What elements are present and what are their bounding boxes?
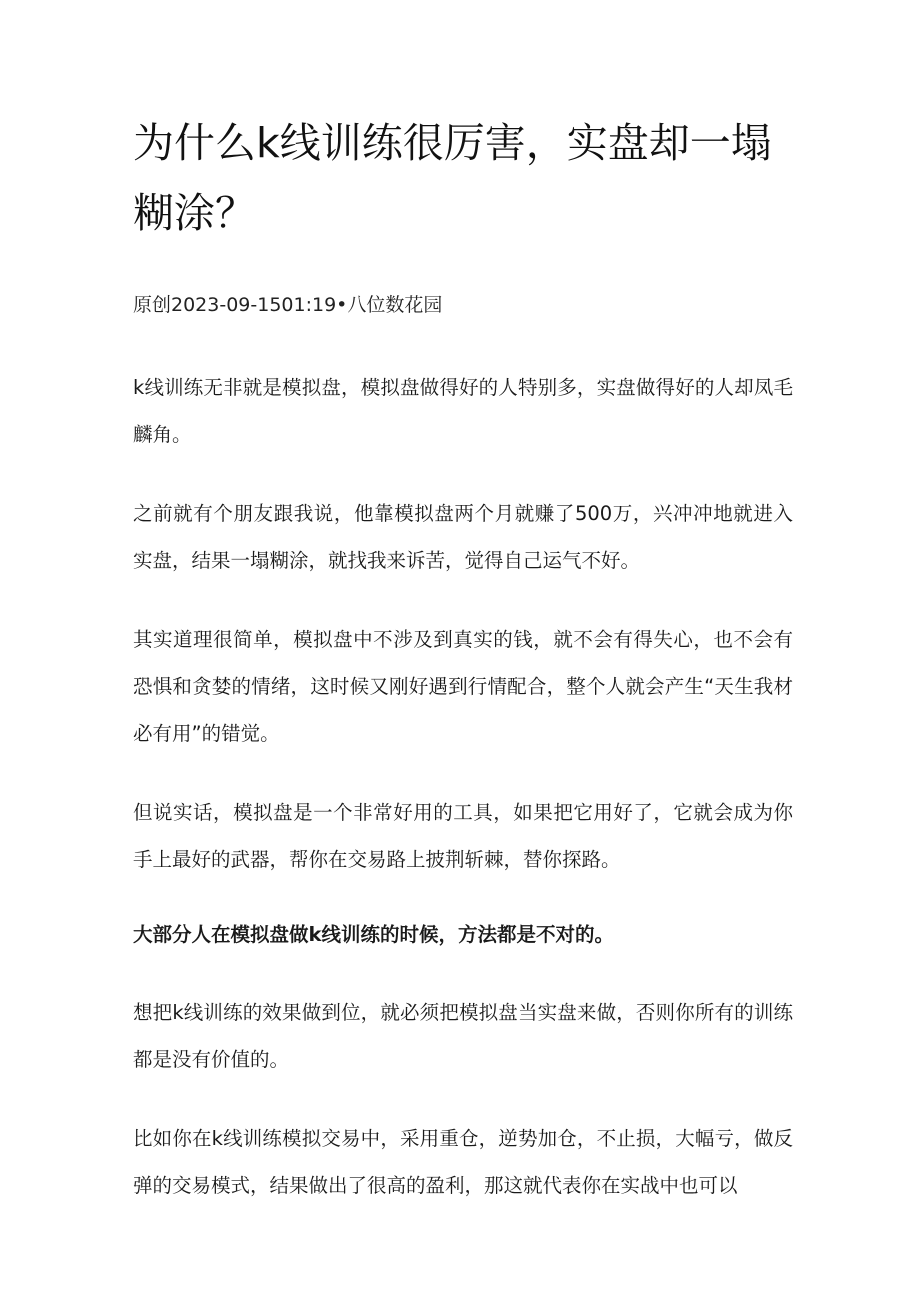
article-meta: 原创2023-09-1501:19•八位数花园: [133, 294, 443, 316]
paragraph: k线训练无非就是模拟盘，模拟盘做得好的人特别多，实盘做得好的人却凤毛麟角。: [133, 376, 793, 446]
bold-paragraph: 大部分人在模拟盘做k线训练的时候，方法都是不对的。: [133, 923, 614, 946]
paragraph: 想把k线训练的效果做到位，就必须把模拟盘当实盘来做，否则你所有的训练都是没有价值的。: [133, 1001, 793, 1071]
paragraph: 但说实话，模拟盘是一个非常好用的工具，如果把它用好了，它就会成为你手上最好的武器，帮你在交易路上披荆斩棘，替你探路。: [133, 801, 793, 871]
paragraph: 之前就有个朋友跟我说，他靠模拟盘两个月就赚了500万，兴冲冲地就进入实盘，结果一塌糊涂，就找我来诉苦，觉得自己运气不好。: [133, 502, 793, 572]
article-body: [133, 364, 793, 1209]
article-title: 为什么k线训练很厉害，实盘却一塌糊涂？: [133, 119, 772, 237]
paragraph: 比如你在k线训练模拟交易中，采用重仓，逆势加仓，不止损，大幅亏，做反弹的交易模式，结果做出了很高的盈利，那这就代表你在实战中也可以: [133, 1127, 793, 1197]
paragraph: 其实道理很简单，模拟盘中不涉及到真实的钱，就不会有得失心，也不会有恐惧和贪婪的情绪，这时候又刚好遇到行情配合，整个人就会产生“天生我材必有用”的错觉。: [133, 628, 793, 745]
article: [133, 108, 793, 1241]
